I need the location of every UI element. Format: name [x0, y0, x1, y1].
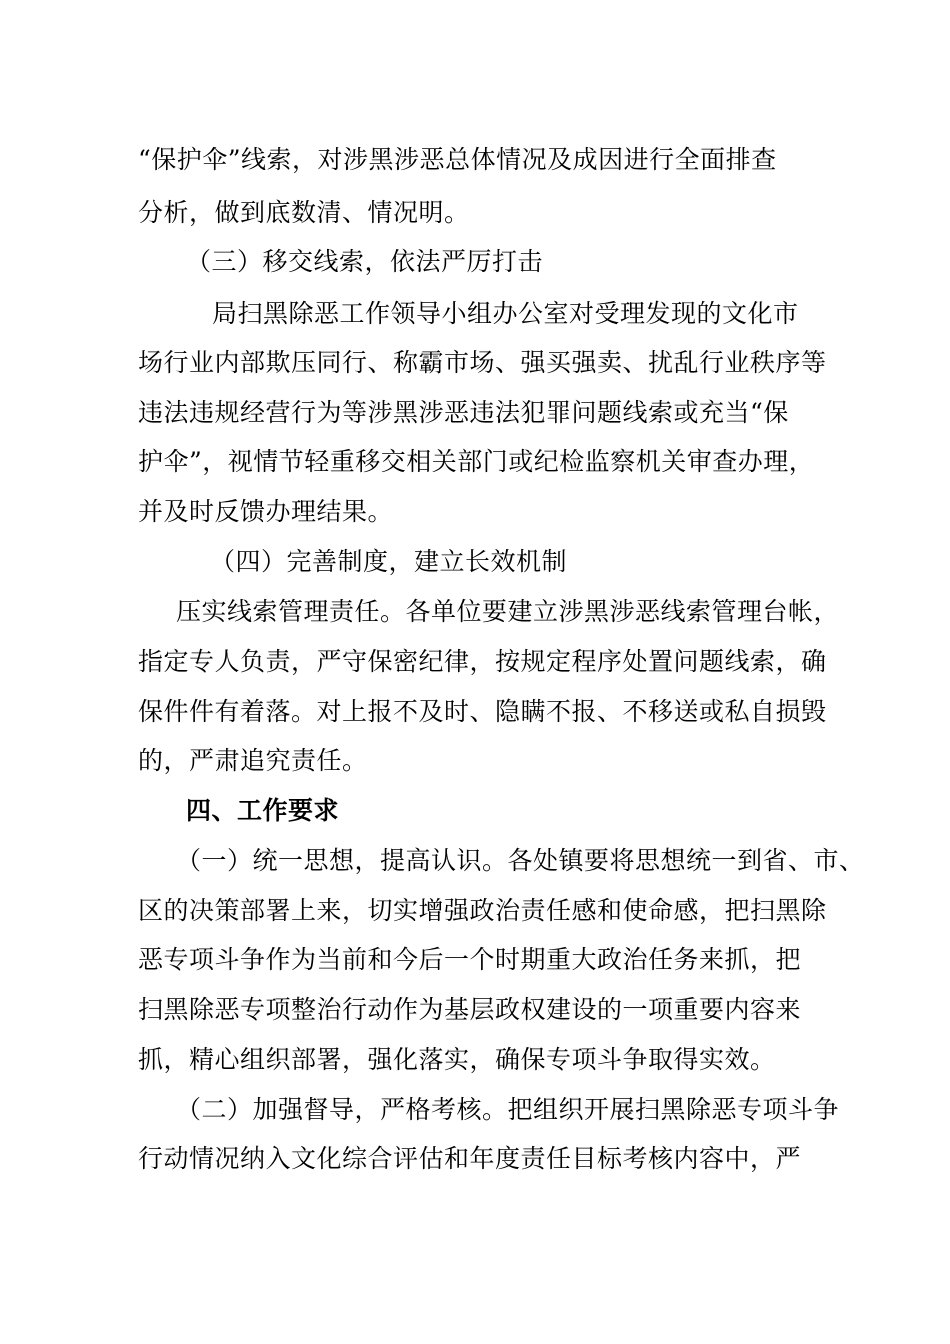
section-heading-4: （四）完善制度，建立长效机制 [210, 547, 568, 576]
text-line-16: 区的决策部署上来，切实增强政治责任感和使命感，把扫黑除 [138, 896, 827, 925]
text-line-17: 恶专项斗争作为当前和今后一个时期重大政治任务来抓，把 [138, 945, 802, 974]
text-line-4: 局扫黑除恶工作领导小组办公室对受理发现的文化市 [212, 299, 799, 328]
text-line-18: 扫黑除恶专项整治行动作为基层政权建设的一项重要内容来 [138, 995, 802, 1024]
text-line-13: 的，严肃追究责任。 [138, 746, 368, 775]
text-line-6: 违法违规经营行为等涉黑涉恶违法犯罪问题线索或充当“保 [138, 398, 789, 427]
text-line-10: 压实线索管理责任。各单位要建立涉黑涉恶线索管理台帐， [176, 597, 840, 626]
text-line-12: 保件件有着落。对上报不及时、隐瞒不报、不移送或私自损毁 [138, 697, 827, 726]
text-line-19: 抓，精心组织部署，强化落实，确保专项斗争取得实效。 [138, 1045, 776, 1074]
text-line-1: “保护伞”线索，对涉黑涉恶总体情况及成因进行全面排查 [138, 145, 777, 174]
text-line-15: （一）统一思想，提高认识。各处镇要将思想统一到省、市、 [176, 846, 865, 875]
text-line-5: 场行业内部欺压同行、称霸市场、强买强卖、扰乱行业秩序等 [138, 348, 827, 377]
text-line-20: （二）加强督导，严格考核。把组织开展扫黑除恶专项斗争 [176, 1095, 840, 1124]
text-line-21: 行动情况纳入文化综合评估和年度责任目标考核内容中，严 [138, 1144, 802, 1173]
text-line-11: 指定专人负责，严守保密纪律，按规定程序处置问题线索，确 [138, 647, 827, 676]
text-line-8: 并及时反馈办理结果。 [138, 497, 394, 526]
chapter-heading-work-requirements: 四、工作要求 [186, 796, 340, 825]
section-heading-3: （三）移交线索，依法严厉打击 [186, 247, 544, 276]
text-line-7: 护伞”，视情节轻重移交相关部门或纪检监察机关审查办理， [138, 447, 815, 476]
text-line-2: 分析，做到底数清、情况明。 [138, 198, 470, 227]
